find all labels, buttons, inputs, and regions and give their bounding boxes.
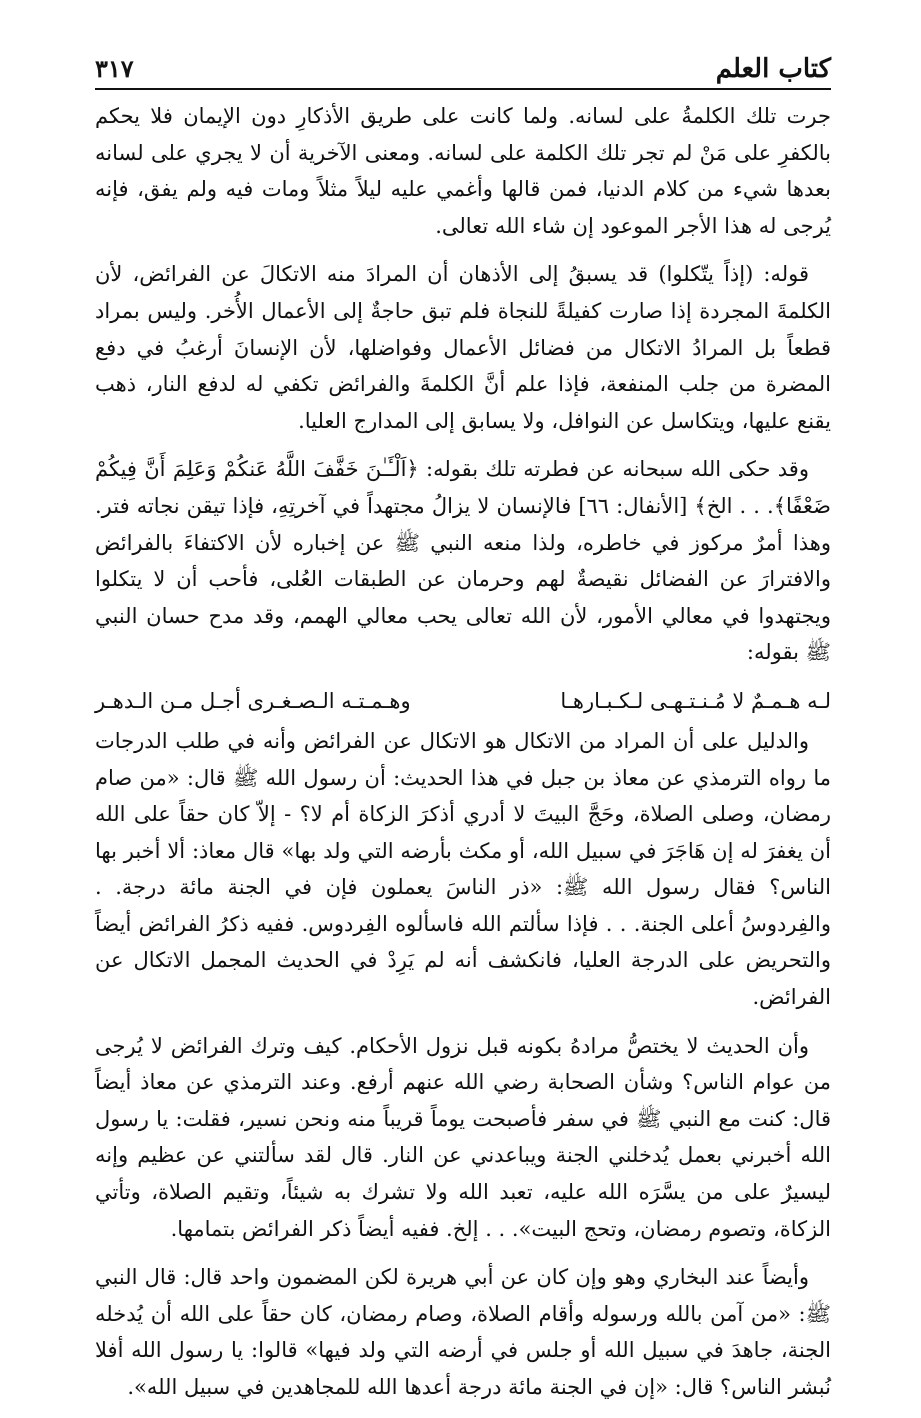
page-number: ٣١٧ (95, 54, 134, 83)
paragraph: وأيضاً عند البخاري وهو وإن كان عن أبي هريرة لكن المضمون واحد قال: قال النبي ﷺ: «من آمن بالله ورسوله وأقام الصلاة، وصام رمضان، كان حقاً على الله أن يُدخله الجنة، جاهدَ في سبيل الله أو جلس في أرضه التي ولد فيها» قالوا: يا رسول الله أفلا نُبشر الناس؟ قال: «إن في الجنة مائة درجة أعدها الله للمجاهدين في سبيل الله». (95, 1265, 831, 1399)
paragraph: جرت تلك الكلمةُ على لسانه. ولما كانت على طريق الأذكارِ دون الإيمان فلا يحكم بالكفرِ على مَنْ لم تجر تلك الكلمة على لسانه. ومعنى الآخرية أن لا يجري على لسانه بعدها شيء من كلام الدنيا، فمن قالها وأغمي عليه ليلاً مثلاً ومات فيه ولم يفق، فإنه يُرجى له هذا الأجر الموعود إن شاء الله تعالى. (95, 104, 831, 238)
poem-second-hemistich: وهـمـتـه الـصـغـرى أجـل مـن الـدهـر (95, 688, 411, 713)
chapter-title: كتاب العلم (715, 54, 831, 84)
paragraph: وقد حكى الله سبحانه عن فطرته تلك بقوله: ﴿اَلْـَٔـٰنَ خَفَّفَ اللَّهُ عَنكُمْ وَعَلِمَ أَنَّ فِيكُمْ ضَعْفًا﴾. . . الخ﴾ [الأنفال: ٦٦] فالإنسان لا يزالُ مجتهداً في آخرتِهِ، فإذا تيقن نجاته فتر. وهذا أمرٌ مركوز في خاطره، ولذا منعه النبي ﷺ عن إخباره لأن الاكتفاءَ بالفرائض والافترارَ عن الفضائل نقيصةٌ لهم وحرمان عن الطبقات العُلى، فأحب أن لا يتكلوا ويجتهدوا في معالي الأمور، لأن الله تعالى يحب معالي الهمم، وقد مدح حسان النبي ﷺ بقوله: (95, 457, 832, 665)
page-body (95, 98, 831, 1418)
paragraph: قوله: (إذاً يتّكلوا) قد يسبقُ إلى الأذهان أن المرادَ منه الاتكالَ عن الفرائض، لأن الكلمةَ المجردة إذا صارت كفيلةً للنجاة فلم تبق حاجةٌ إلى الأعمال الأُخر. وليس بمراد قطعاً بل المرادُ الاتكال من فضائل الأعمال وفواضلها، لأن الإنسانَ أرغبُ في دفع المضرة من جلب المنفعة، فإذا علم أنَّ الكلمةَ والفرائض تكفي له لدفع النار، ذهب يقنع عليها، ويتكاسل عن النوافل، ولا يسابق إلى المدارج العليا. (95, 262, 831, 433)
poem-verse (95, 683, 831, 719)
paragraph: وأن الحديث لا يختصُّ مرادهُ بكونه قبل نزول الأحكام. كيف وترك الفرائض لا يُرجى من عوام الناس؟ وشأن الصحابة رضي الله عنهم أرفع. وعند الترمذي عن معاذ أيضاً قال: كنت مع النبي ﷺ في سفر فأصبحت يوماً قريباً منه ونحن نسير، فقلت: يا رسول الله أخبرني بعمل يُدخلني الجنة ويباعدني عن النار. قال لقد سألتني عن عظيم وإنه ليسيرٌ على من يسَّرَه الله عليه، تعبد الله ولا تشرك به شيئاً، وتقيم الصلاة، وتأتي الزكاة، وتصوم رمضان، وتحج البيت». . . إلخ. ففيه أيضاً ذكر الفرائض بتمامها. (95, 1033, 831, 1241)
page-header (95, 48, 831, 90)
paragraph: والدليل على أن المراد من الاتكال هو الاتكال عن الفرائض وأنه في طلب الدرجات ما رواه الترمذي عن معاذ بن جبل في هذا الحديث: أن رسول الله ﷺ قال: «من صام رمضان، وصلى الصلاة، وحَجَّ البيتَ لا أدري أذكرَ الزكاة أم لا؟ - إلاّ كان حقاً على الله أن يغفرَ له إن هَاجَرَ في سبيل الله، أو مكث بأرضه التي ولد بها» قال معاذ: ألا أخبر بها الناس؟ فقال رسول الله ﷺ: «ذر الناسَ يعملون فإن في الجنة مائة درجة. . والفِردوسُ أعلى الجنة. . . فإذا سألتم الله فاسألوه الفِردوس. ففيه ذكرُ الفرائض أيضاً والتحريض على الدرجة العليا، فانكشف أنه لم يَرِدْ في الحديث المجمل الاتكال عن الفرائض. (95, 728, 831, 1010)
poem-first-hemistich: لـه هـمـمٌ لا مُـنـتـهـى لـكـبـارهـا (560, 688, 831, 713)
